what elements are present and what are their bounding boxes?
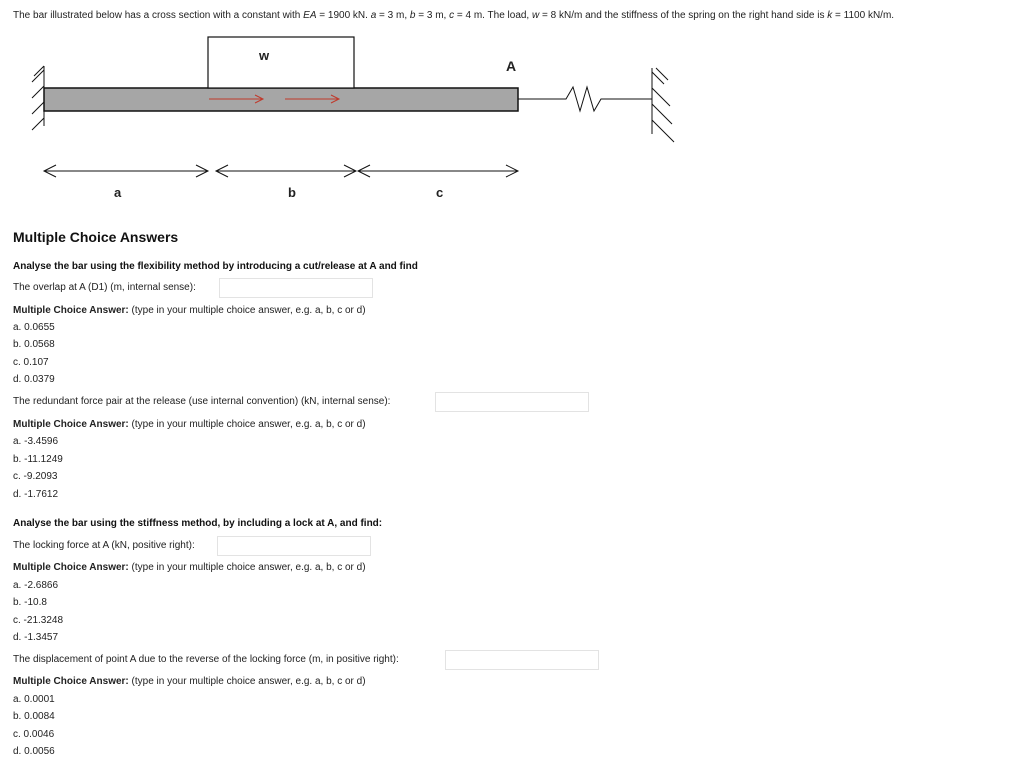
- question-label: The overlap at A (D1) (m, internal sense):: [13, 282, 196, 293]
- option-item: d. -1.7612: [13, 489, 59, 500]
- mca-text: (type in your multiple choice answer, e.g. a, b, c or d): [128, 305, 366, 316]
- mca-text: (type in your multiple choice answer, e.g. a, b, c or d): [128, 419, 366, 430]
- problem-statement: [13, 10, 894, 21]
- dim-c-label: c: [436, 185, 444, 200]
- left-wall-hatch: [32, 66, 44, 130]
- intro-symbol: a: [370, 10, 377, 21]
- answer-input-q1[interactable]: [219, 278, 373, 298]
- part2-heading: Analyse the bar using the stiffness method, by including a lock at A, and find:: [13, 518, 383, 529]
- intro-symbol: b: [409, 10, 416, 21]
- option-item: b. -11.1249: [13, 454, 63, 465]
- load-label: w: [259, 48, 270, 63]
- option-item: d. -1.3457: [13, 632, 59, 643]
- right-wall-hatch: [652, 68, 674, 142]
- dimension-c: [358, 165, 518, 177]
- intro-symbol: k: [827, 10, 833, 21]
- option-item: b. 0.0084: [13, 711, 55, 722]
- bar: [44, 88, 518, 111]
- answer-input-q2[interactable]: [435, 392, 589, 412]
- option-item: c. 0.0046: [13, 729, 55, 740]
- spring: [518, 87, 652, 111]
- option-item: a. -3.4596: [13, 436, 59, 447]
- question-label: The redundant force pair at the release (use internal convention) (kN, internal sense):: [13, 396, 391, 407]
- part1-heading: Analyse the bar using the flexibility method by introducing a cut/release at A and find: [13, 261, 418, 272]
- dimension-a: [44, 165, 208, 177]
- mca-text: (type in your multiple choice answer, e.g. a, b, c or d): [128, 676, 366, 687]
- answer-input-q3[interactable]: [217, 536, 371, 556]
- intro-text: = 3 m,: [376, 10, 410, 21]
- option-item: b. -10.8: [13, 597, 47, 608]
- option-item: a. 0.0001: [13, 694, 55, 705]
- bar-diagram: [0, 28, 700, 213]
- option-item: d. 0.0056: [13, 746, 55, 757]
- load-box: [208, 37, 354, 88]
- option-item: c. 0.107: [13, 357, 49, 368]
- answer-input-q4[interactable]: [445, 650, 599, 670]
- dimension-b: [216, 165, 356, 177]
- mca-instruction: [13, 305, 366, 316]
- intro-text: = 8 kN/m and the stiffness of the spring on the right hand side is: [539, 10, 828, 21]
- point-a-label: A: [506, 58, 517, 74]
- intro-symbol: c: [449, 10, 455, 21]
- section-title: Multiple Choice Answers: [13, 229, 179, 245]
- mca-instruction: [13, 419, 366, 430]
- dim-b-label: b: [288, 185, 296, 200]
- intro-text: The bar illustrated below has a cross section with a constant with: [13, 10, 304, 21]
- intro-text: = 3 m,: [415, 10, 450, 21]
- option-item: a. 0.0655: [13, 322, 55, 333]
- dim-a-label: a: [114, 185, 122, 200]
- mca-bold: Multiple Choice Answer:: [13, 562, 129, 573]
- option-item: d. 0.0379: [13, 374, 55, 385]
- option-item: c. -21.3248: [13, 615, 64, 626]
- intro-symbol: w: [532, 10, 540, 21]
- question-label: The displacement of point A due to the reverse of the locking force (m, in positive right):: [13, 654, 399, 665]
- option-item: b. 0.0568: [13, 339, 55, 350]
- intro-text: = 4 m. The load,: [454, 10, 532, 21]
- mca-bold: Multiple Choice Answer:: [13, 305, 129, 316]
- intro-text: = 1100 kN/m.: [832, 10, 895, 21]
- bar-diagram-svg: [0, 28, 700, 213]
- mca-instruction: [13, 676, 366, 687]
- intro-text: = 1900 kN.: [316, 10, 371, 21]
- option-item: a. -2.6866: [13, 580, 59, 591]
- option-item: c. -9.2093: [13, 471, 58, 482]
- mca-instruction: [13, 562, 366, 573]
- mca-bold: Multiple Choice Answer:: [13, 419, 129, 430]
- intro-symbol: EA: [303, 10, 317, 21]
- question-label: The locking force at A (kN, positive right):: [13, 540, 195, 551]
- mca-text: (type in your multiple choice answer, e.g. a, b, c or d): [128, 562, 366, 573]
- mca-bold: Multiple Choice Answer:: [13, 676, 129, 687]
